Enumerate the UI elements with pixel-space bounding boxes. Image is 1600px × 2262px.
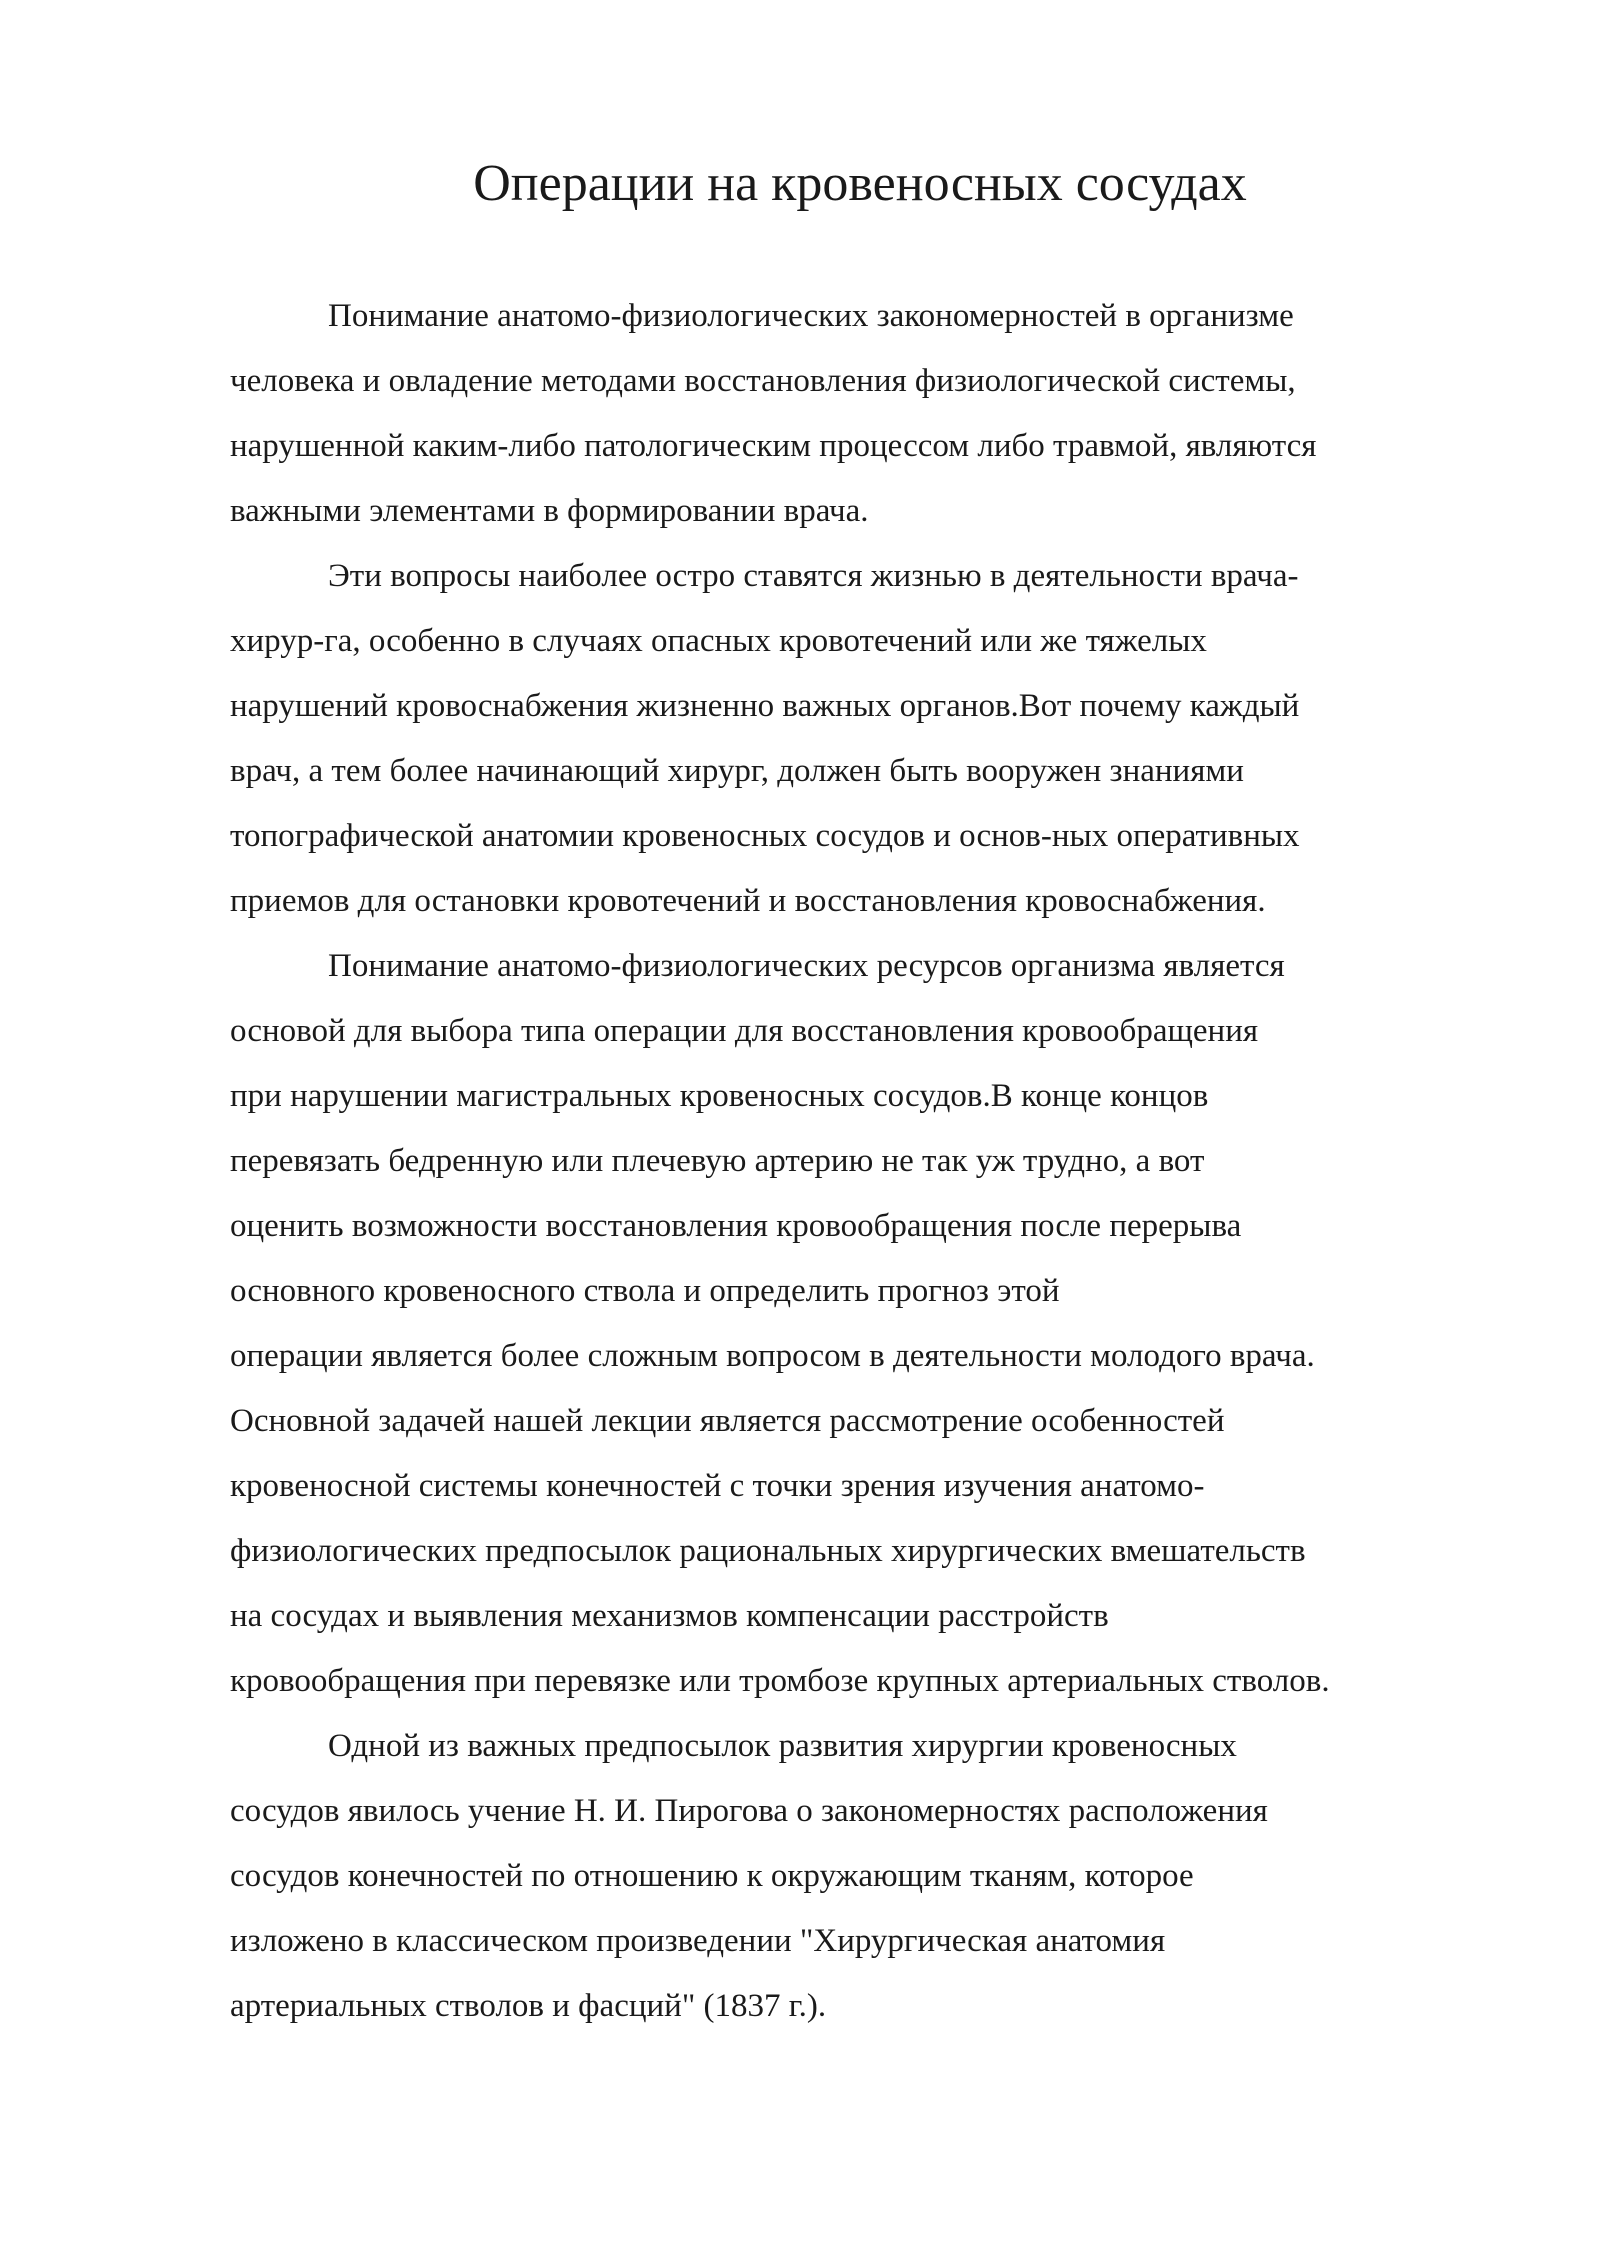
document-body bbox=[230, 284, 1510, 2039]
text-line: кровообращения при перевязке или тромбозе крупных артериальных стволов. bbox=[230, 1663, 1330, 1699]
text-line: Понимание анатомо-физиологических ресурсов организма является bbox=[328, 948, 1285, 984]
text-line: основного кровеносного ствола и определить прогноз этой bbox=[230, 1273, 1060, 1309]
text-line: приемов для остановки кровотечений и восстановления кровоснабжения. bbox=[230, 883, 1266, 919]
text-line: операции является более сложным вопросом в деятельности молодого врача. bbox=[230, 1338, 1315, 1374]
text-line: изложено в классическом произведении "Хирургическая анатомия bbox=[230, 1923, 1166, 1959]
text-line: важными элементами в формировании врача. bbox=[230, 493, 869, 529]
text-line: нарушенной каким-либо патологическим процессом либо травмой, являются bbox=[230, 428, 1317, 464]
text-line: оценить возможности восстановления кровообращения после перерыва bbox=[230, 1208, 1242, 1244]
text-line: Основной задачей нашей лекции является рассмотрение особенностей bbox=[230, 1403, 1225, 1439]
text-line: Одной из важных предпосылок развития хирургии кровеносных bbox=[328, 1728, 1237, 1764]
text-line: при нарушении магистральных кровеносных сосудов.В конце концов bbox=[230, 1078, 1209, 1114]
text-line: сосудов конечностей по отношению к окружающим тканям, которое bbox=[230, 1858, 1194, 1894]
text-line: сосудов явилось учение Н. И. Пирогова о закономерностях расположения bbox=[230, 1793, 1268, 1829]
text-line: основой для выбора типа операции для восстановления кровообращения bbox=[230, 1013, 1259, 1049]
text-line: перевязать бедренную или плечевую артерию не так уж трудно, а вот bbox=[230, 1143, 1205, 1179]
text-line: топографической анатомии кровеносных сосудов и основ-ных оперативных bbox=[230, 818, 1300, 854]
text-line: Эти вопросы наиболее остро ставятся жизнью в деятельности врача- bbox=[328, 558, 1299, 594]
text-line: врач, а тем более начинающий хирург, должен быть вооружен знаниями bbox=[230, 753, 1244, 789]
text-line: артериальных стволов и фасций" (1837 г.). bbox=[230, 1988, 827, 2024]
page-title: Операции на кровеносных сосудах bbox=[473, 155, 1247, 212]
text-line: Понимание анатомо-физиологических закономерностей в организме bbox=[328, 298, 1294, 334]
text-line: нарушений кровоснабжения жизненно важных органов.Вот почему каждый bbox=[230, 688, 1300, 724]
text-line: человека и овладение методами восстановления физиологической системы, bbox=[230, 363, 1296, 399]
text-line: на сосудах и выявления механизмов компенсации расстройств bbox=[230, 1598, 1109, 1634]
text-line: физиологических предпосылок рациональных хирургических вмешательств bbox=[230, 1533, 1306, 1569]
text-line: кровеносной системы конечностей с точки зрения изучения анатомо- bbox=[230, 1468, 1205, 1504]
text-line: хирур-га, особенно в случаях опасных кровотечений или же тяжелых bbox=[230, 623, 1207, 659]
